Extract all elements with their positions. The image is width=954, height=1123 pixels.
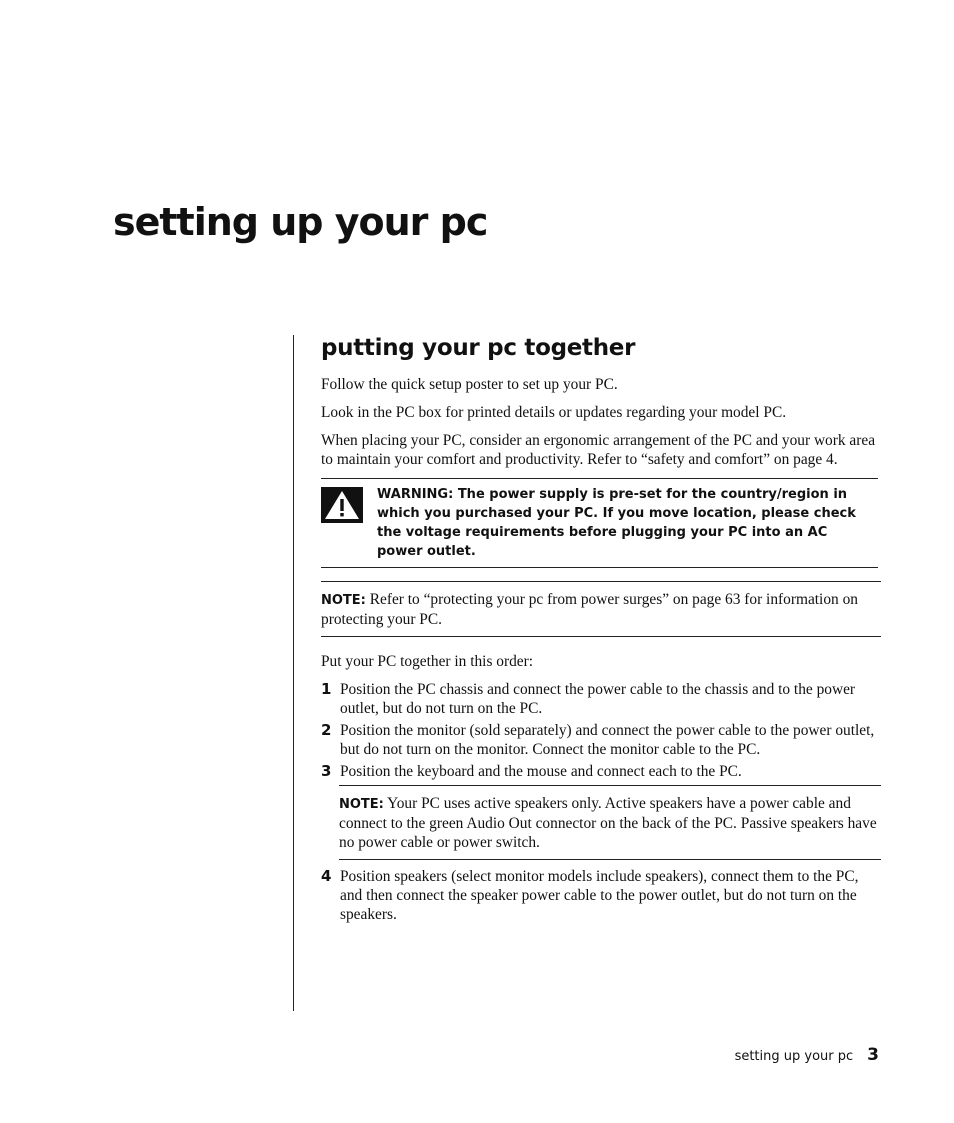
step-text: Position speakers (select monitor models include speakers), connect them to the PC, and then connect the speaker power cable to the power outlet, but do not turn on the speakers. xyxy=(340,868,859,923)
step-number: 4 xyxy=(321,867,332,885)
step-text: Position the PC chassis and connect the power cable to the chassis and to the power outlet, but do not turn on the PC. xyxy=(340,681,856,717)
list-item xyxy=(321,721,881,759)
note-label: NOTE: xyxy=(339,797,384,812)
note-text: Refer to “protecting your pc from power surges” on page 63 for information on protecting your PC. xyxy=(321,591,858,628)
warning-box xyxy=(321,478,878,568)
vertical-divider xyxy=(293,335,294,1011)
step-number: 2 xyxy=(321,721,332,739)
note-box-speakers xyxy=(339,785,881,860)
step-number: 1 xyxy=(321,680,332,698)
page-footer xyxy=(735,1045,879,1065)
footer-chapter-title: setting up your pc xyxy=(734,1049,854,1064)
note-paragraph xyxy=(321,590,881,629)
warning-triangle-icon xyxy=(321,485,377,561)
step-text: Position the keyboard and the mouse and connect each to the PC. xyxy=(340,763,742,780)
list-item xyxy=(321,867,881,924)
paragraph-setup-poster: Follow the quick setup poster to set up your PC. xyxy=(321,376,618,393)
note-label: NOTE: xyxy=(321,593,366,608)
paragraph-ergonomic: When placing your PC, consider an ergonomic arrangement of the PC and your work area to maintain your comfort and productivity. Refer to “safety and comfort” on page 4. xyxy=(321,432,876,468)
note-text: Your PC uses active speakers only. Active speakers have a power cable and connect to the green Audio Out connector on the back of the PC. Passive speakers have no power cable or power switch. xyxy=(339,795,877,851)
setup-steps-list xyxy=(321,680,881,781)
note-paragraph xyxy=(339,794,881,852)
page-number: 3 xyxy=(867,1045,879,1065)
list-item xyxy=(321,762,881,781)
section-content xyxy=(321,333,881,927)
step-number: 3 xyxy=(321,762,332,780)
warning-text: WARNING: The power supply is pre-set for the country/region in which you purchased your PC. If you move location, please check the voltage requirements before plugging your PC into an AC power outlet. xyxy=(377,487,856,559)
note-box-power-surges xyxy=(321,581,881,637)
chapter-title: setting up your pc xyxy=(113,200,488,244)
step-text: Position the monitor (sold separately) and connect the power cable to the power outlet, but do not turn on the monitor. Connect the monitor cable to the PC. xyxy=(340,722,875,758)
list-item xyxy=(321,680,881,718)
setup-steps-list-continued xyxy=(321,867,881,924)
paragraph-order-intro: Put your PC together in this order: xyxy=(321,653,534,670)
section-heading: putting your pc together xyxy=(321,335,636,361)
paragraph-pc-box: Look in the PC box for printed details or updates regarding your model PC. xyxy=(321,404,787,421)
